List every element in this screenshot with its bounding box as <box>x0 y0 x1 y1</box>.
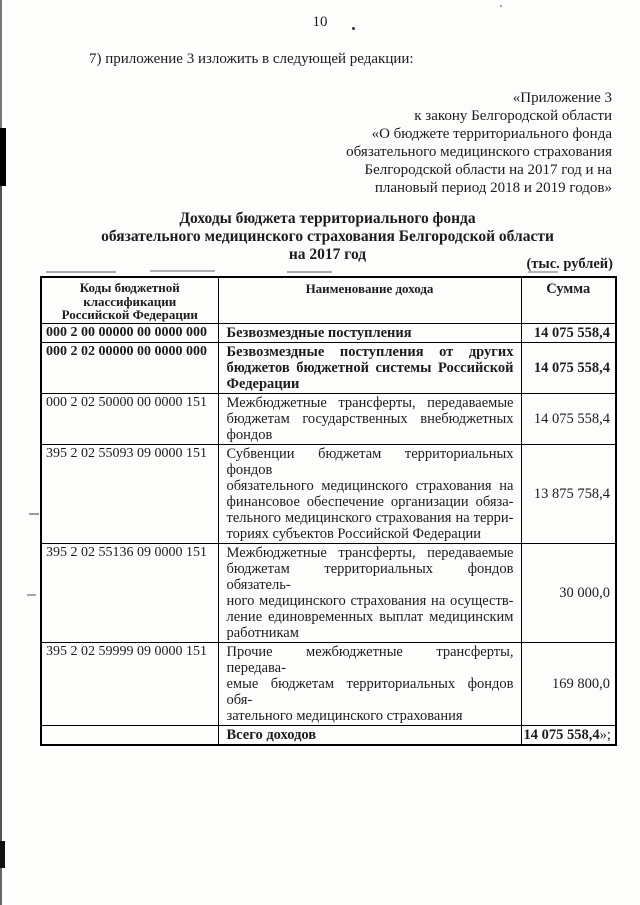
text-line: «Приложение 3 <box>512 90 612 106</box>
table-row <box>41 342 616 393</box>
text-line: классификации <box>83 293 177 309</box>
sum-value: 13 875 758,4 <box>533 485 610 502</box>
cell-income-name <box>218 543 521 642</box>
text-line: «О бюджете территориального фонда <box>371 126 612 142</box>
sum-value: 14 075 558,4 <box>533 410 610 427</box>
sum-value: 14 075 558,4 <box>533 324 610 341</box>
text-line: Безвозмездные поступления <box>226 324 412 341</box>
text-line: обязательного медицинского страхования Белгородской области <box>101 228 554 245</box>
sum-value: 169 800,0 <box>552 675 610 692</box>
text-line: бюджетам государственных внебюджетных <box>226 410 514 427</box>
text-line: бюджетам территориальных фондов обязатель- <box>226 560 514 593</box>
table-row <box>41 543 616 642</box>
text-line: ториях субъектов Российской Федерации <box>226 525 481 542</box>
cell-income-name <box>218 323 521 342</box>
table-row <box>41 725 616 745</box>
scan-edge-blob <box>0 128 6 186</box>
header-codes <box>41 277 218 323</box>
text-line: зательного медицинского страхования <box>226 707 463 724</box>
header-sum: Сумма <box>521 277 616 323</box>
intro-paragraph: 7) приложение 3 изложить в следующей редакции: <box>89 51 414 67</box>
text-line: финансовое обеспечение организации обяза- <box>226 493 514 510</box>
text-line: Субвенции бюджетам территориальных фондов <box>226 445 514 478</box>
cell-sum <box>521 642 616 725</box>
text-line: Всего доходов <box>226 726 317 743</box>
text-line: Федерации <box>226 375 300 392</box>
text-line: Коды бюджетной <box>79 280 180 295</box>
cell-budget-code: 395 2 02 59999 09 0000 151 <box>41 642 218 725</box>
text-line: Белгородской области на 2017 год и на <box>364 162 612 178</box>
cell-income-name <box>218 642 521 725</box>
text-line: ление единовременных выплат медицинским <box>226 608 514 625</box>
text-line: Прочие межбюджетные трансферты, передава- <box>226 643 514 676</box>
text-line: Межбюджетные трансферты, передаваемые <box>226 544 514 561</box>
scan-edge-line <box>0 186 2 841</box>
sum-value: 14 075 558,4 <box>533 359 610 376</box>
cell-sum <box>521 543 616 642</box>
units-label: (тыс. рублей) <box>526 256 613 272</box>
sum-suffix: »; <box>599 726 611 743</box>
table-row <box>41 393 616 444</box>
cell-income-name <box>218 444 521 543</box>
cell-income-name <box>218 342 521 393</box>
cell-sum <box>521 323 616 342</box>
cell-sum <box>521 444 616 543</box>
cell-sum <box>521 342 616 393</box>
scan-smudge <box>27 594 36 596</box>
text-line: обязательного медицинского страхования на <box>226 477 514 494</box>
cell-budget-code: 000 2 02 50000 00 0000 151 <box>41 393 218 444</box>
table-row <box>41 323 616 342</box>
sum-value: 30 000,0 <box>559 584 610 601</box>
cell-income-name <box>218 725 521 745</box>
text-line: емые бюджетам территориальных фондов обя- <box>226 675 514 708</box>
text-line: работникам <box>226 624 299 641</box>
text-line: Российской Федерации <box>61 307 198 322</box>
text-line: тельного медицинского страхования на терри- <box>226 509 514 526</box>
table-row <box>41 642 616 725</box>
text-line: на 2017 год <box>288 246 367 263</box>
cell-sum <box>521 725 616 745</box>
cell-income-name <box>218 393 521 444</box>
cell-budget-code: 395 2 02 55093 09 0000 151 <box>41 444 218 543</box>
text-line: обязательного медицинского страхования <box>346 144 612 160</box>
scan-edge-blob <box>0 841 5 868</box>
table-body <box>41 323 616 745</box>
text-line: ного медицинского страхования на осуществ- <box>226 592 514 609</box>
scan-smudge <box>150 270 215 272</box>
scan-edge-line <box>0 868 2 905</box>
scan-smudge <box>287 271 332 273</box>
table-row <box>41 444 616 543</box>
cell-budget-code: 395 2 02 55136 09 0000 151 <box>41 543 218 642</box>
cell-sum <box>521 393 616 444</box>
scan-smudge <box>46 271 116 273</box>
text-line: плановый период 2018 и 2019 годов» <box>374 180 612 196</box>
text-line: Безвозмездные поступления от других <box>226 343 514 360</box>
scan-speck <box>500 5 502 7</box>
text-line: Межбюджетные трансферты, передаваемые <box>226 394 514 411</box>
appendix-reference <box>346 89 612 197</box>
sum-value: 14 075 558,4 <box>523 726 600 743</box>
header-income-name: Наименование дохода <box>218 277 521 323</box>
cell-budget-code: 000 2 02 00000 00 0000 000 <box>41 342 218 393</box>
page-number: 10 <box>312 14 328 30</box>
text-line: фондов <box>226 426 273 443</box>
income-table <box>40 276 617 746</box>
text-line: Доходы бюджета территориального фонда <box>179 210 476 227</box>
cell-budget-code: 000 2 00 00000 00 0000 000 <box>41 323 218 342</box>
scan-smudge <box>29 513 39 515</box>
table-header-row <box>41 277 616 323</box>
cell-budget-code <box>41 725 218 745</box>
text-line: к закону Белгородской области <box>414 108 612 124</box>
text-line: бюджетов бюджетной системы Российской <box>226 359 514 376</box>
